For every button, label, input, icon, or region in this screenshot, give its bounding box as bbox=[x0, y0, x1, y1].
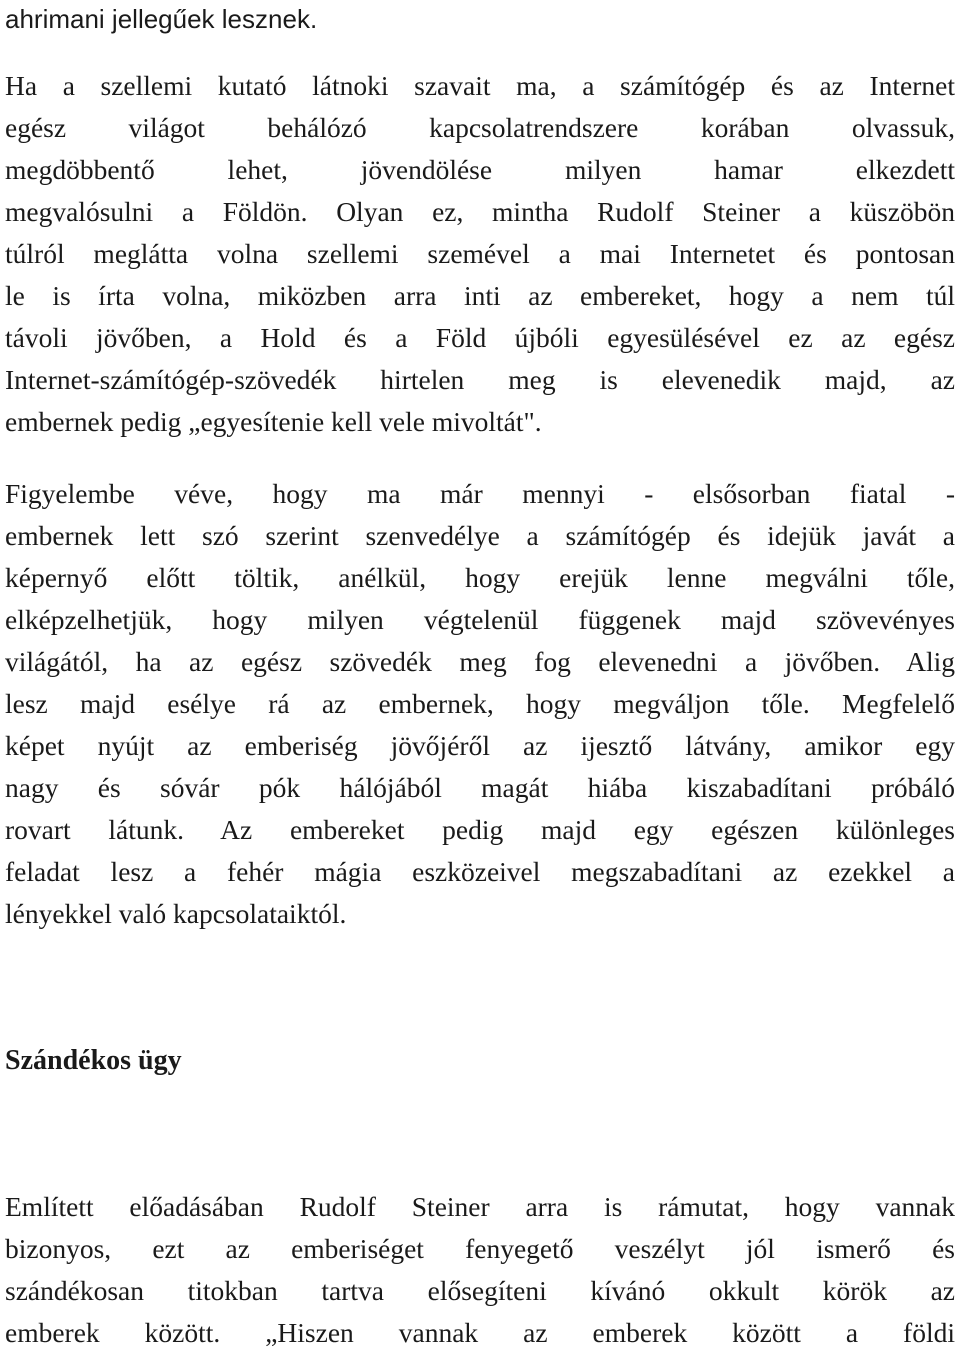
paragraph-line: elképzelhetjük, hogy milyen végtelenül függenek majd szövevényes bbox=[5, 604, 955, 635]
document-page bbox=[5, 0, 955, 1348]
paragraph-line: embernek lett szó szerint szenvedélye a számítógép és idejük javát a bbox=[5, 520, 955, 551]
paragraph-line: embernek pedig „egyesítenie kell vele mivoltát". bbox=[5, 406, 542, 437]
paragraph-line: megvalósulni a Földön. Olyan ez, mintha Rudolf Steiner a küszöbön bbox=[5, 196, 955, 227]
paragraph-line: távoli jövőben, a Hold és a Föld újbóli egyesülésével ez az egész bbox=[5, 322, 955, 353]
paragraph-1 bbox=[5, 65, 955, 443]
paragraph-line: emberek között. „Hiszen vannak az emberek között a földi bbox=[5, 1317, 955, 1348]
section-heading: Szándékos ügy bbox=[5, 1045, 182, 1076]
paragraph-line: Figyelembe véve, hogy ma már mennyi - elsősorban fiatal - bbox=[5, 478, 955, 509]
paragraph-line: túlról meglátta volna szellemi szemével a mai Internetet és pontosan bbox=[5, 238, 955, 269]
paragraph-line: képernyő előtt töltik, anélkül, hogy erejük lenne megválni tőle, bbox=[5, 562, 955, 593]
paragraph-line: megdöbbentő lehet, jövendölése milyen hamar elkezdett bbox=[5, 154, 955, 185]
fragment-line: ahrimani jellegűek lesznek. bbox=[5, 4, 318, 34]
paragraph-line: Internet-számítógép-szövedék hirtelen meg is elevenedik majd, az bbox=[5, 364, 955, 395]
paragraph-line: Ha a szellemi kutató látnoki szavait ma, a számítógép és az Internet bbox=[5, 70, 955, 101]
paragraph-line: bizonyos, ezt az emberiséget fenyegető veszélyt jól ismerő és bbox=[5, 1233, 955, 1264]
paragraph-line: szándékosan titokban tartva elősegíteni kívánó okkult körök az bbox=[5, 1275, 955, 1306]
paragraph-line: lesz majd esélye rá az embernek, hogy megváljon tőle. Megfelelő bbox=[5, 688, 955, 719]
paragraph-line: egész világot behálózó kapcsolatrendszere korában olvassuk, bbox=[5, 112, 955, 143]
paragraph-line: feladat lesz a fehér mágia eszközeivel megszabadítani az ezekkel a bbox=[5, 856, 955, 887]
paragraph-line: képet nyújt az emberiség jövőjéről az ijesztő látvány, amikor egy bbox=[5, 730, 955, 761]
paragraph-line: világától, ha az egész szövedék meg fog elevenedni a jövőben. Alig bbox=[5, 646, 955, 677]
paragraph-line: rovart látunk. Az embereket pedig majd egy egészen különleges bbox=[5, 814, 955, 845]
paragraph-2 bbox=[5, 473, 955, 935]
paragraph-line: lényekkel való kapcsolataiktól. bbox=[5, 898, 347, 929]
paragraph-line: Említett előadásában Rudolf Steiner arra is rámutat, hogy vannak bbox=[5, 1191, 955, 1222]
paragraph-line: le is írta volna, miközben arra inti az embereket, hogy a nem túl bbox=[5, 280, 955, 311]
paragraph-line: nagy és sóvár pók hálójából magát hiába kiszabadítani próbáló bbox=[5, 772, 955, 803]
paragraph-3 bbox=[5, 1186, 955, 1354]
